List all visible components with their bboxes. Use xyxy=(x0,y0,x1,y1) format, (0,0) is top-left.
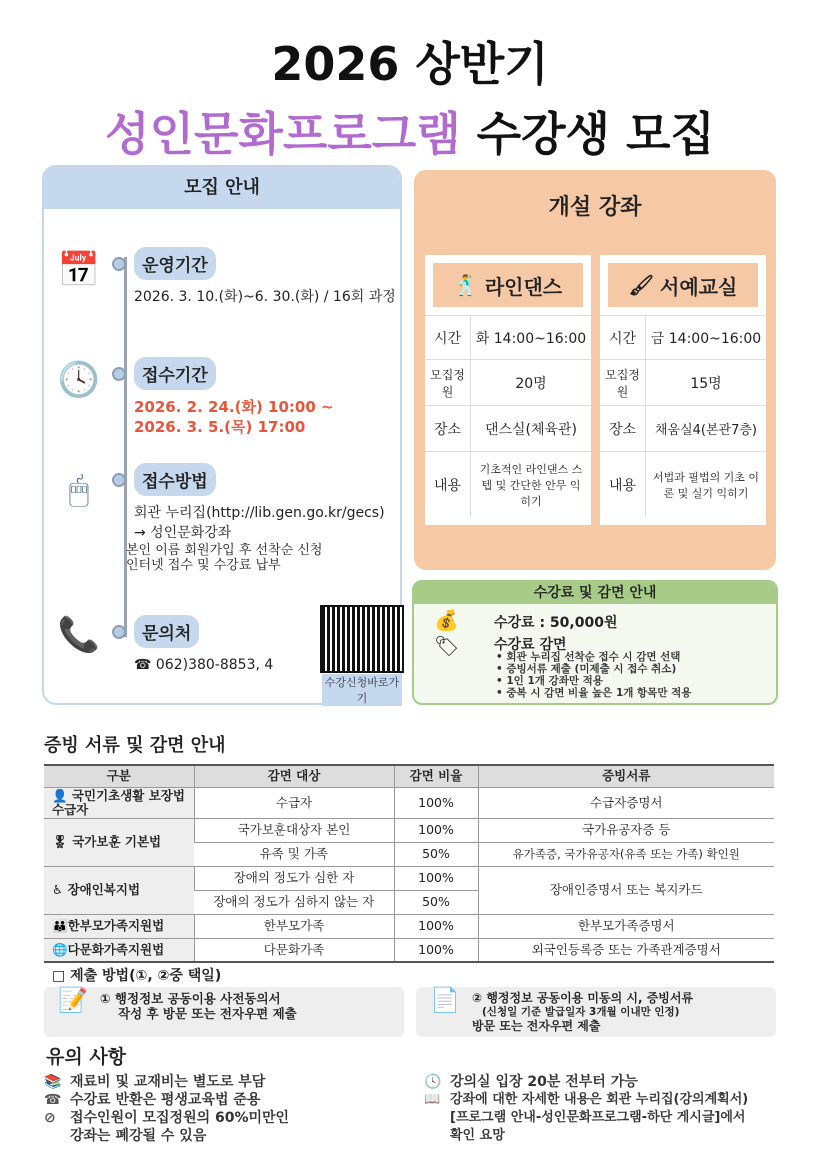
row-value: 금 14:00~16:00 xyxy=(650,330,762,347)
cell: 100% xyxy=(394,938,478,962)
note-text: 확인 요망 xyxy=(450,1128,505,1143)
cell: 다문화가족 xyxy=(194,938,394,962)
row-key: 내용 xyxy=(600,452,646,517)
row-key: 시간 xyxy=(600,316,646,359)
phone-number: ☎ 062)380-8853, 4 xyxy=(134,657,274,673)
row-value: 화 14:00~16:00 xyxy=(475,330,587,347)
fee-bullet: 중복 시 감면 비율 높은 1개 항목만 적용 xyxy=(506,687,692,699)
row-value: 채움실4(본관7층) xyxy=(654,423,758,438)
cell: 외국인등록증 또는 가족관계증명서 xyxy=(478,938,774,962)
note-text: 강좌에 대한 자세한 내용은 회관 누리집(강의계획서) xyxy=(450,1092,749,1107)
step-text: 2026. 2. 24.(화) 10:00 ~ xyxy=(134,398,334,416)
step-text: 2026. 3. 10.(화)~6. 30.(화) / 16회 과정 xyxy=(134,289,396,305)
category: 🎖 국가보훈 기본법 xyxy=(44,818,194,866)
option-text: (신청일 기준 발급일자 3개월 이내만 인정) xyxy=(482,1006,680,1018)
note-text: 재료비 및 교재비는 별도로 부담 xyxy=(70,1074,266,1090)
title-line1: 2026 상반기 xyxy=(271,37,549,91)
col-header: 구분 xyxy=(44,765,194,787)
title-accent: 성인문화프로그램 xyxy=(105,107,461,161)
option-text: 방문 또는 전자우편 제출 xyxy=(472,1019,601,1033)
cell: 유가족증, 국가유공자(유족 또는 가족) 확인원 xyxy=(478,842,774,866)
fee-bullet: 증빙서류 제출 (미제출 시 접수 취소) xyxy=(506,663,677,675)
fee-amount: 수강료 : 50,000원 xyxy=(494,615,618,631)
discount-title: 수강료 감면 xyxy=(494,637,567,653)
open-book-icon: 📖 xyxy=(424,1092,441,1107)
note-text: [프로그램 안내-성인문화프로그램-하단 게시글]에서 xyxy=(450,1110,746,1125)
calendar-icon: 📅 xyxy=(57,250,101,290)
document-pen-icon: 📄 xyxy=(430,986,460,1014)
person-shield-icon: 👤 xyxy=(52,787,72,803)
step-label: 접수방법 xyxy=(134,463,216,496)
cell: 50% xyxy=(394,890,478,914)
step-text: 본인 이름 회원가입 후 선착순 신청 xyxy=(126,543,323,558)
courses-panel xyxy=(414,170,776,570)
wheelchair-icon: ♿ xyxy=(52,882,68,897)
brush-icon: 🖌 xyxy=(628,273,655,297)
cell: 50% xyxy=(394,842,478,866)
cell: 100% xyxy=(394,866,478,890)
recruit-heading: 모집 안내 xyxy=(44,167,400,209)
step-text: 2026. 3. 5.(목) 17:00 xyxy=(134,418,306,436)
recruit-panel xyxy=(42,165,402,705)
cell: 국가유공자증 등 xyxy=(478,818,774,842)
cell: 한부모가족증명서 xyxy=(478,914,774,938)
cell: 한부모가족 xyxy=(194,914,394,938)
url-link[interactable]: 회관 누리집(http://lib.gen.go.kr/gecs) xyxy=(134,505,385,521)
note-text: 강의실 입장 20분 전부터 가능 xyxy=(450,1074,638,1090)
phone-icon: 📞 xyxy=(57,615,101,655)
title-line2 xyxy=(0,98,820,164)
step-label: 접수기간 xyxy=(134,357,216,390)
submit-option-1 xyxy=(44,987,404,1037)
row-key: 시간 xyxy=(425,316,471,359)
cell: 100% xyxy=(394,818,478,842)
coins-icon: 💰 xyxy=(434,608,459,632)
courses-heading: 개설 강좌 xyxy=(548,195,642,220)
step-text: 인터넷 접수 및 수강료 납부 xyxy=(126,558,281,573)
row-value: 15명 xyxy=(690,375,722,392)
clock-calendar-icon: 🕓 xyxy=(57,360,101,400)
row-value: 댄스실(체육관) xyxy=(484,421,578,438)
document-pen-icon: 📝 xyxy=(58,986,88,1014)
category: 👤 국민기초생활 보장법 수급자 xyxy=(44,787,194,818)
row-value: 기초적인 라인댄스 스텝 및 간단한 안무 익히기 xyxy=(479,462,583,508)
row-value: 20명 xyxy=(515,375,547,392)
cancel-icon: ⊘ xyxy=(44,1110,56,1126)
timeline-line xyxy=(124,257,127,637)
col-header: 증빙서류 xyxy=(478,765,774,787)
discount-tag-icon: 🏷 xyxy=(434,634,460,658)
qr-label[interactable]: 수강신청바로가기 xyxy=(322,674,402,706)
fee-bullet: 1인 1개 강좌만 적용 xyxy=(506,675,603,687)
family-icon: 👪 xyxy=(52,918,68,933)
bottom-section xyxy=(44,734,776,1145)
notes-right xyxy=(424,1073,776,1145)
option-text: ② 행정정보 공동이용 미동의 시, 증빙서류 xyxy=(472,991,694,1005)
notes-heading: 유의 사항 xyxy=(46,1046,127,1068)
title-rest: 수강생 모집 xyxy=(460,107,715,161)
cell: 100% xyxy=(394,914,478,938)
refund-phone-icon: ☎ xyxy=(44,1092,62,1108)
docs-heading: 증빙 서류 및 감면 안내 xyxy=(44,735,226,756)
step-label: 문의처 xyxy=(134,615,199,648)
col-header: 감면 대상 xyxy=(194,765,394,787)
row-key: 장소 xyxy=(425,406,471,451)
fee-panel: 수강료 및 감면 안내 💰 수강료 : 50,000원 🏷 수강료 감면 • 회관 누리집 선착순 접수 시 감면 선택 • 증빙서류 제출 (미제출 시 접수 취소) • 1인 1개 강좌만 적용 • 중복 시 감면 비율 높은 1개 항목만 적용 xyxy=(412,580,778,705)
note-text: 접수인원이 모집정원의 60%미만인 xyxy=(70,1110,290,1126)
note-text: 강좌는 폐강될 수 있음 xyxy=(70,1128,207,1144)
course-name: 서예교실 xyxy=(660,274,738,299)
category: 👪한부모가족지원법 xyxy=(44,914,194,938)
qr-code[interactable] xyxy=(322,607,402,671)
notes-left xyxy=(44,1073,404,1145)
row-key: 모집정원 xyxy=(425,360,471,405)
col-header: 감면 비율 xyxy=(394,765,478,787)
option-text: ① 행정정보 공동이용 사전동의서 xyxy=(100,991,281,1006)
fee-heading: 수강료 및 감면 안내 xyxy=(414,582,776,604)
cell: 유족 및 가족 xyxy=(194,842,394,866)
category: ♿ 장애인복지법 xyxy=(44,866,194,914)
fee-bullet: 회관 누리집 선착순 접수 시 감면 선택 xyxy=(506,651,681,663)
step-text: → 성인문화강좌 xyxy=(134,525,232,541)
cell: 수급자증명서 xyxy=(478,787,774,818)
globe-icon: 🌐 xyxy=(52,941,68,957)
submit-heading: □ 제출 방법(①, ②중 택일) xyxy=(52,968,222,984)
docs-table xyxy=(44,764,774,963)
submit-option-2 xyxy=(416,987,776,1037)
dancer-icon: 🕺 xyxy=(453,273,479,297)
cell: 수급자 xyxy=(194,787,394,818)
medal-icon: 🎖 xyxy=(52,834,73,849)
clock-icon: 🕓 xyxy=(424,1074,442,1090)
option-text: 작성 후 방문 또는 전자우편 제출 xyxy=(118,1006,297,1021)
cell: 100% xyxy=(394,787,478,818)
mouse-icon: 🖱 xyxy=(68,470,90,510)
cell: 장애의 정도가 심하지 않는 자 xyxy=(194,890,394,914)
cell: 장애인증명서 또는 복지카드 xyxy=(478,866,774,914)
course-name: 라인댄스 xyxy=(484,274,563,299)
row-key: 내용 xyxy=(425,452,471,517)
row-key: 장소 xyxy=(600,406,646,451)
step-label: 운영기간 xyxy=(134,247,216,280)
course-card xyxy=(600,255,766,525)
cell: 국가보훈대상자 본인 xyxy=(194,818,394,842)
book-stack-icon: 📚 xyxy=(44,1074,62,1090)
cell: 장애의 정도가 심한 자 xyxy=(194,866,394,890)
note-text: 수강료 반환은 평생교육법 준용 xyxy=(70,1092,261,1108)
row-key: 모집정원 xyxy=(600,360,646,405)
course-card xyxy=(425,255,591,525)
category: 🌐다문화가족지원법 xyxy=(44,938,194,962)
row-value: 서법과 필법의 기초 이론 및 실기 익히기 xyxy=(652,470,760,500)
